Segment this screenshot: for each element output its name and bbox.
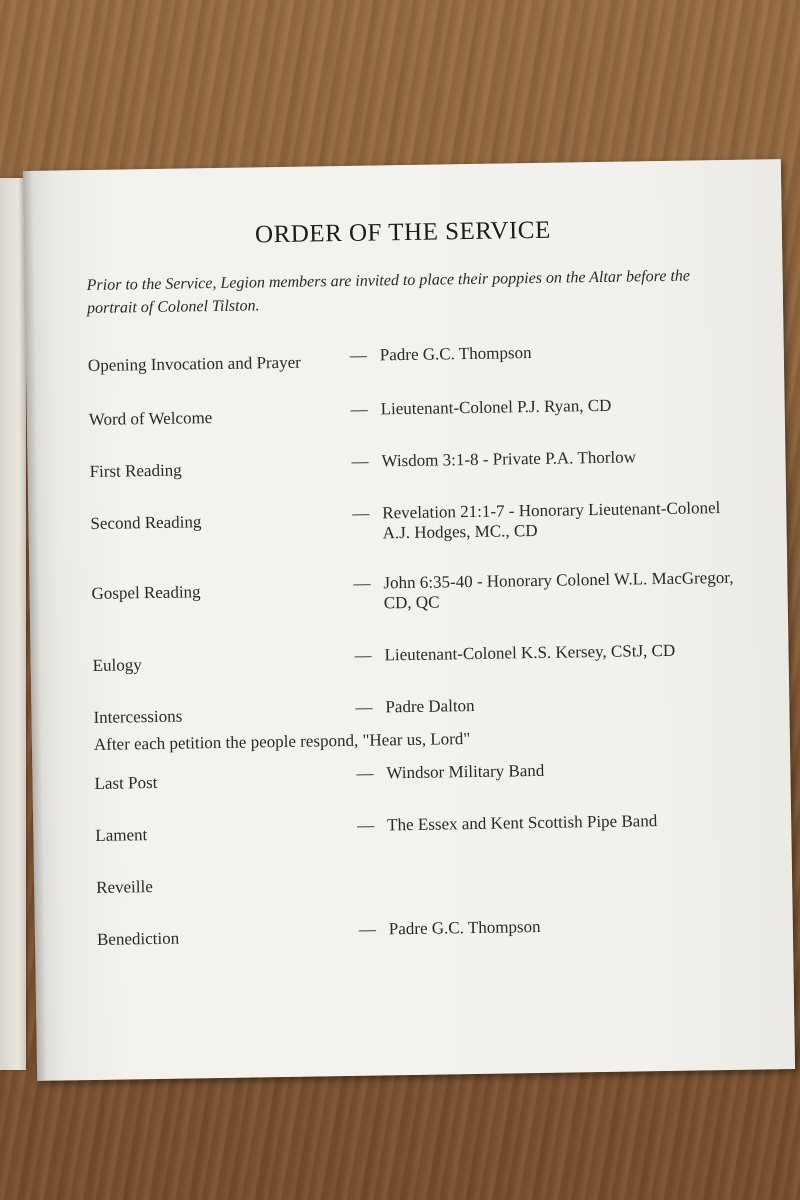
item-detail: Padre G.C. Thompson (379, 343, 532, 365)
service-item-benediction (96, 916, 757, 949)
item-detail: Windsor Military Band (386, 760, 545, 783)
service-item-intercessions (93, 695, 753, 727)
item-label: Eulogy (92, 655, 142, 675)
item-dash: — (357, 815, 375, 835)
service-item-lament (95, 811, 755, 845)
people-response-note: After each petition the people respond, "Hear us, Lord" (93, 729, 471, 754)
service-item-reveille (96, 868, 756, 897)
service-item-welcome (88, 395, 749, 430)
item-dash: — (355, 697, 373, 717)
item-label: Benediction (96, 928, 180, 949)
service-item-gospel-reading (91, 567, 751, 613)
service-item-eulogy (92, 640, 753, 675)
item-label: Intercessions (93, 706, 183, 727)
item-detail (388, 862, 748, 868)
item-dash: — (354, 645, 372, 665)
service-item-last-post (94, 760, 754, 793)
item-dash: — (351, 451, 369, 471)
intro-note: Prior to the Service, Legion members are invited to place their poppies on the Altar before the portrait of Colonel Tilston. (86, 267, 691, 318)
service-item-second-reading (90, 498, 750, 543)
item-dash: — (356, 763, 374, 783)
item-dash: — (353, 573, 371, 593)
item-label: Opening Invocation and Prayer (87, 352, 302, 376)
item-dash: — (349, 345, 367, 365)
left-page-edge (0, 178, 26, 1070)
item-dash: — (358, 919, 376, 939)
item-label: Gospel Reading (91, 582, 201, 603)
service-item-first-reading (89, 447, 749, 481)
item-dash: — (350, 399, 368, 419)
item-label: First Reading (89, 460, 182, 481)
service-item-opening (87, 343, 748, 376)
item-detail: Lieutenant-Colonel K.S. Kersey, CStJ, CD (384, 640, 676, 665)
item-detail: Wisdom 3:1-8 - Private P.A. Thorlow (381, 447, 637, 471)
page-title: ORDER OF THE SERVICE (254, 216, 551, 249)
item-label: Word of Welcome (88, 408, 213, 430)
program-page (23, 159, 795, 1081)
item-detail: John 6:35-40 - Honorary Colonel W.L. MacGregor, CD, QC (383, 567, 734, 613)
item-label: Last Post (94, 772, 158, 793)
item-detail: Padre Dalton (385, 695, 475, 717)
item-detail: Lieutenant-Colonel P.J. Ryan, CD (380, 395, 612, 419)
item-detail: Revelation 21:1-7 - Honorary Lieutenant-Colonel A.J. Hodges, MC., CD (382, 498, 721, 543)
item-detail: Padre G.C. Thompson (388, 916, 541, 939)
item-detail: The Essex and Kent Scottish Pipe Band (387, 811, 658, 835)
item-label: Lament (95, 825, 148, 845)
item-label: Reveille (96, 877, 153, 897)
item-label: Second Reading (90, 512, 202, 533)
item-dash: — (352, 503, 370, 523)
